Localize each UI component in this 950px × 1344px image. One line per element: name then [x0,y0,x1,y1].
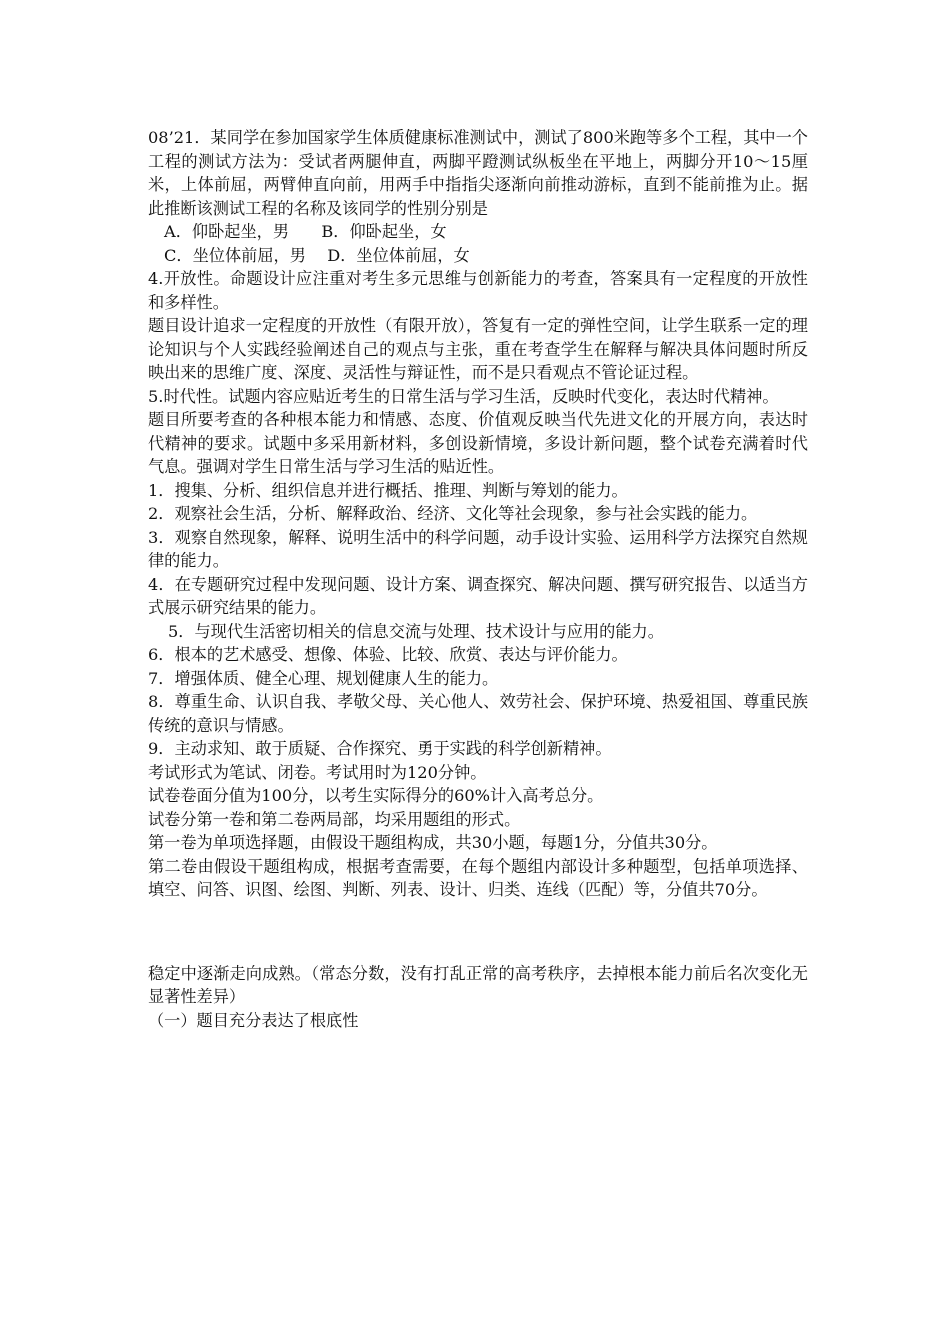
question-stem: 08’21．某同学在参加国家学生体质健康标准测试中，测试了800米跑等多个工程，其中一个工程的测试方法为：受试者两腿伸直，两脚平蹬测试纵板坐在平地上，两脚分开10～15厘米，上体前屈，两臂伸直向前，用两手中指指尖逐渐向前推动游标，直到不能前推为止。据此推断该测试工程的名称及该同学的性别分别是 [148,128,808,218]
ability-item: 4．在专题研究过程中发现问题、设计方案、调查探究、解决问题、撰写研究报告、以适当方式展示研究结果的能力。 [148,574,808,617]
ability-item: 1．搜集、分析、组织信息并进行概括、推理、判断与筹划的能力。 [148,480,628,500]
section-heading: （一）题目充分表达了根底性 [148,1010,359,1030]
paragraph-openness-title: 4.开放性。命题设计应注重对考生多元思维与创新能力的考查，答案具有一定程度的开放性和多样性。 [148,269,808,312]
conclusion-line: 稳定中逐渐走向成熟。（常态分数，没有打乱正常的高考秩序，去掉根本能力前后名次变化无显著性差异） [148,963,808,1006]
section-gap [148,902,808,962]
ability-item: 2．观察社会生活，分析、解释政治、经济、文化等社会现象，参与社会实践的能力。 [148,504,758,523]
exam-part-one: 第一卷为单项选择题，由假设干题组构成，共30小题，每题1分，分值共30分。 [148,833,718,852]
exam-part-two: 第二卷由假设干题组构成，根据考查需要，在每个题组内部设计多种题型，包括单项选择、填空、问答、识图、绘图、判断、列表、设计、归类、连线（匹配）等，分值共70分。 [148,856,808,899]
exam-format: 考试形式为笔试、闭卷。考试用时为120分钟。 [148,762,487,782]
exam-score: 试卷卷面分值为100分，以考生实际得分的60%计入高考总分。 [148,786,604,805]
paragraph-timeliness-body: 题目所要考查的各种根本能力和情感、态度、价值观反映当代先进文化的开展方向，表达时代精神的要求。试题中多采用新材料，多创设新情境，多设计新问题，整个试卷充满着时代气息。强调对学生日常生活与学习生活的贴近性。 [148,410,808,476]
paragraph-openness-body: 题目设计追求一定程度的开放性（有限开放），答复有一定的弹性空间，让学生联系一定的理论知识与个人实践经验阐述自己的观点与主张，重在考查学生在解释与解决具体问题时所反映出来的思维广度、深度、灵活性与辩证性，而不是只看观点不管论证过程。 [148,316,808,382]
ability-item: 3．观察自然现象，解释、说明生活中的科学问题，动手设计实验、运用科学方法探究自然规律的能力。 [148,527,808,570]
ability-item: 6．根本的艺术感受、想像、体验、比较、欣赏、表达与评价能力。 [148,645,628,664]
ability-item: 9．主动求知、敢于质疑、合作探究、勇于实践的科学创新精神。 [148,739,612,758]
question-options-ab: A．仰卧起坐，男 B．仰卧起坐，女 [164,222,447,241]
question-options-cd: C．坐位体前屈，男 D．坐位体前屈，女 [164,245,470,265]
ability-item: 7．增强体质、健全心理、规划健康人生的能力。 [148,668,499,688]
document-body [148,126,808,1032]
ability-item: 5．与现代生活密切相关的信息交流与处理、技术设计与应用的能力。 [168,621,664,641]
exam-structure: 试卷分第一卷和第二卷两局部，均采用题组的形式。 [148,809,521,829]
ability-item: 8．尊重生命、认识自我、孝敬父母、关心他人、效劳社会、保护环境、热爱祖国、尊重民族传统的意识与情感。 [148,692,808,735]
paragraph-timeliness-title: 5.时代性。试题内容应贴近考生的日常生活与学习生活，反映时代变化，表达时代精神。 [148,386,779,406]
